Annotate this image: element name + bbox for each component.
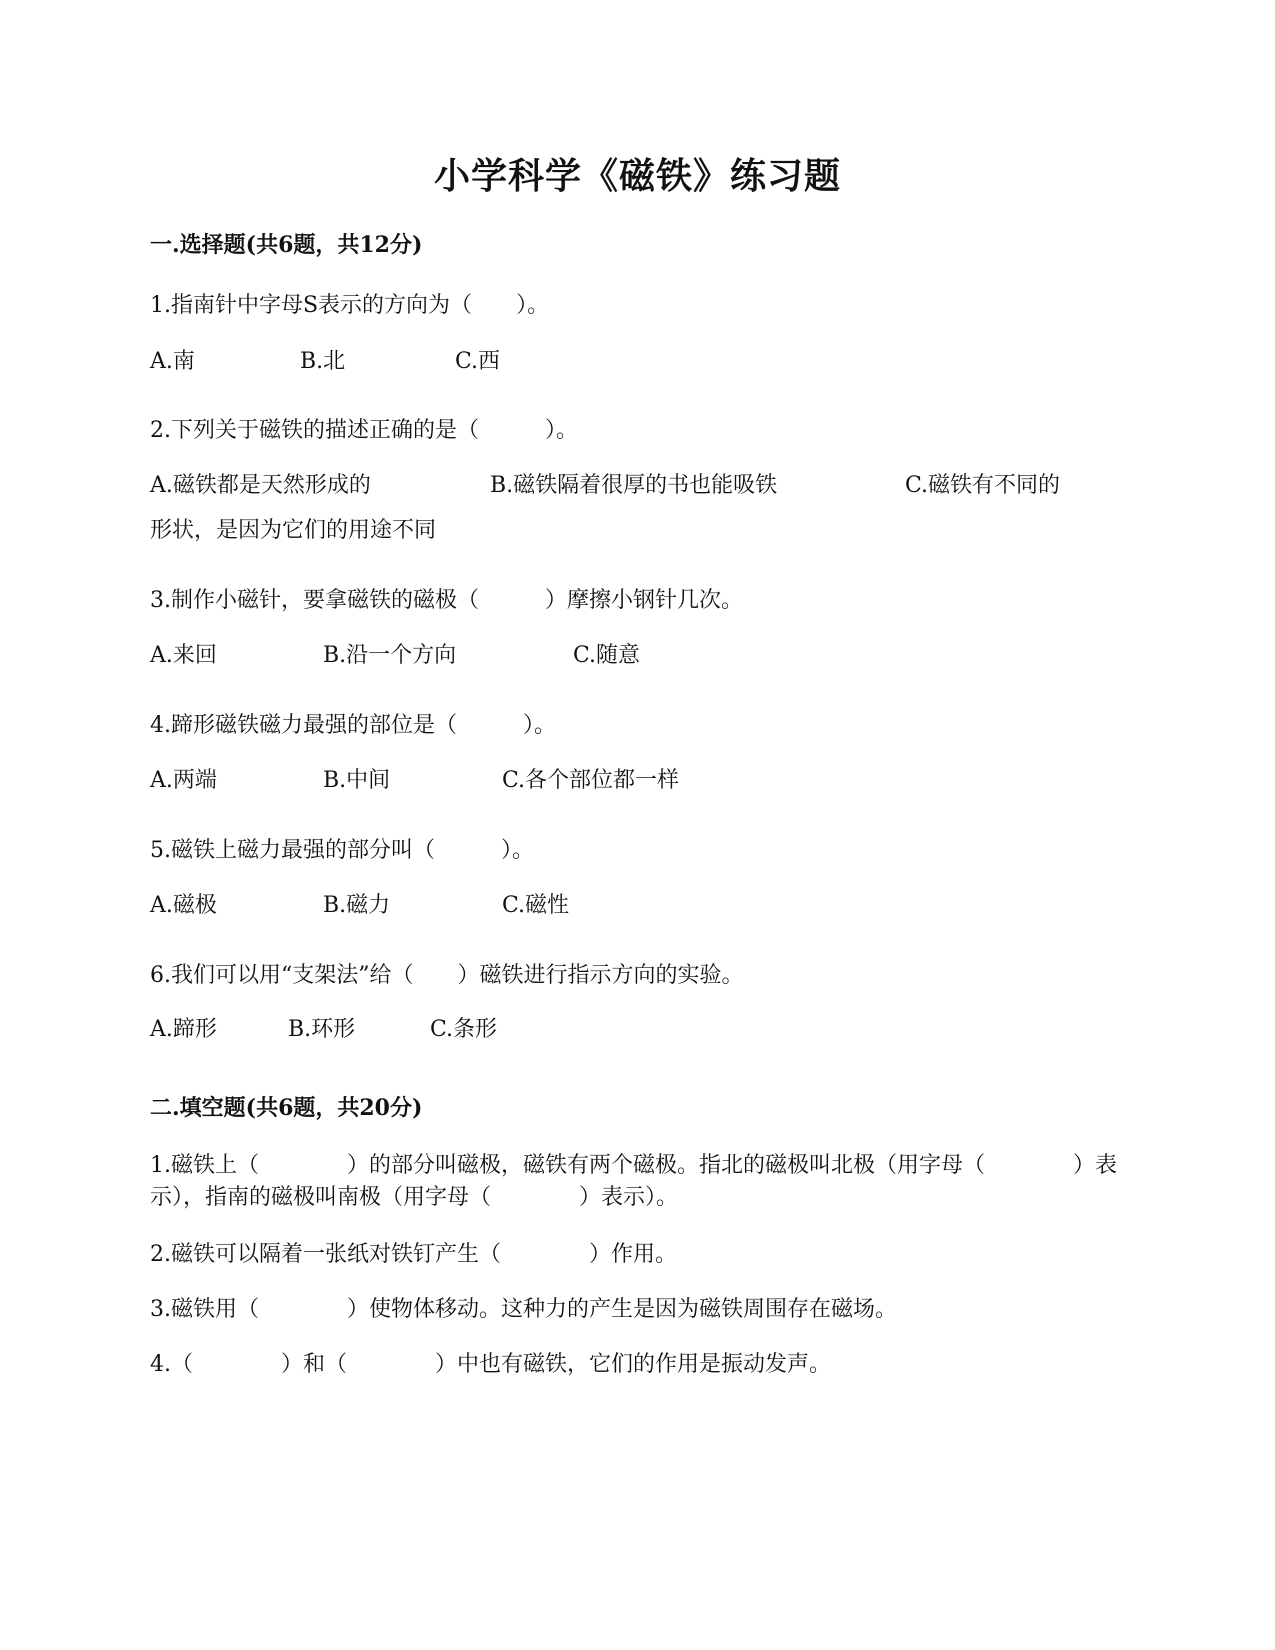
option-c: C.磁铁有不同的 [905,473,1061,498]
option-b: B.磁力 [323,893,391,918]
question-text: 2.下列关于磁铁的描述正确的是（ ）。 [150,418,578,443]
question-text: 3.制作小磁针，要拿磁铁的磁极（ ）摩擦小钢针几次。 [150,588,743,613]
option-a: A.两端 [150,768,217,793]
fill-question: 4.（ ）和（ ）中也有磁铁，它们的作用是振动发声。 [150,1352,831,1377]
question-text: 6.我们可以用“支架法”给（ ）磁铁进行指示方向的实验。 [150,963,744,988]
option-b: B.中间 [323,768,391,793]
option-c: C.各个部位都一样 [502,768,680,793]
option-a: A.磁极 [150,893,217,918]
option-b: B.磁铁隔着很厚的书也能吸铁 [490,473,778,498]
fill-question: 1.磁铁上（ ）的部分叫磁极，磁铁有两个磁极。指北的磁极叫北极（用字母（ ）表示），指南的磁极叫南极（用字母（ ）表示）。 [150,1153,1117,1210]
option-c: C.随意 [573,643,641,668]
question-text: 1.指南针中字母S表示的方向为（ ）。 [150,293,550,318]
option-a: A.磁铁都是天然形成的 [150,473,371,498]
question-text: 4.蹄形磁铁磁力最强的部位是（ ）。 [150,713,556,738]
option-a: A.来回 [150,643,217,668]
option-c: C.磁性 [502,893,570,918]
section-heading-choice: 一.选择题(共6题，共12分) [150,232,423,258]
option-b: B.北 [300,349,346,374]
fill-question: 2.磁铁可以隔着一张纸对铁钉产生（ ）作用。 [150,1242,677,1267]
section-heading-fill-blank: 二.填空题(共6题，共20分) [150,1095,423,1121]
option-c: C.条形 [430,1017,498,1042]
page-title: 小学科学《磁铁》练习题 [433,155,841,197]
option-c-continuation: 形状，是因为它们的用途不同 [150,518,437,543]
option-a: A.南 [150,349,195,374]
question-text: 5.磁铁上磁力最强的部分叫（ ）。 [150,838,534,863]
option-b: B.环形 [288,1017,356,1042]
option-b: B.沿一个方向 [323,643,457,668]
fill-question: 3.磁铁用（ ）使物体移动。这种力的产生是因为磁铁周围存在磁场。 [150,1297,897,1322]
option-c: C.西 [455,349,501,374]
option-a: A.蹄形 [150,1017,217,1042]
